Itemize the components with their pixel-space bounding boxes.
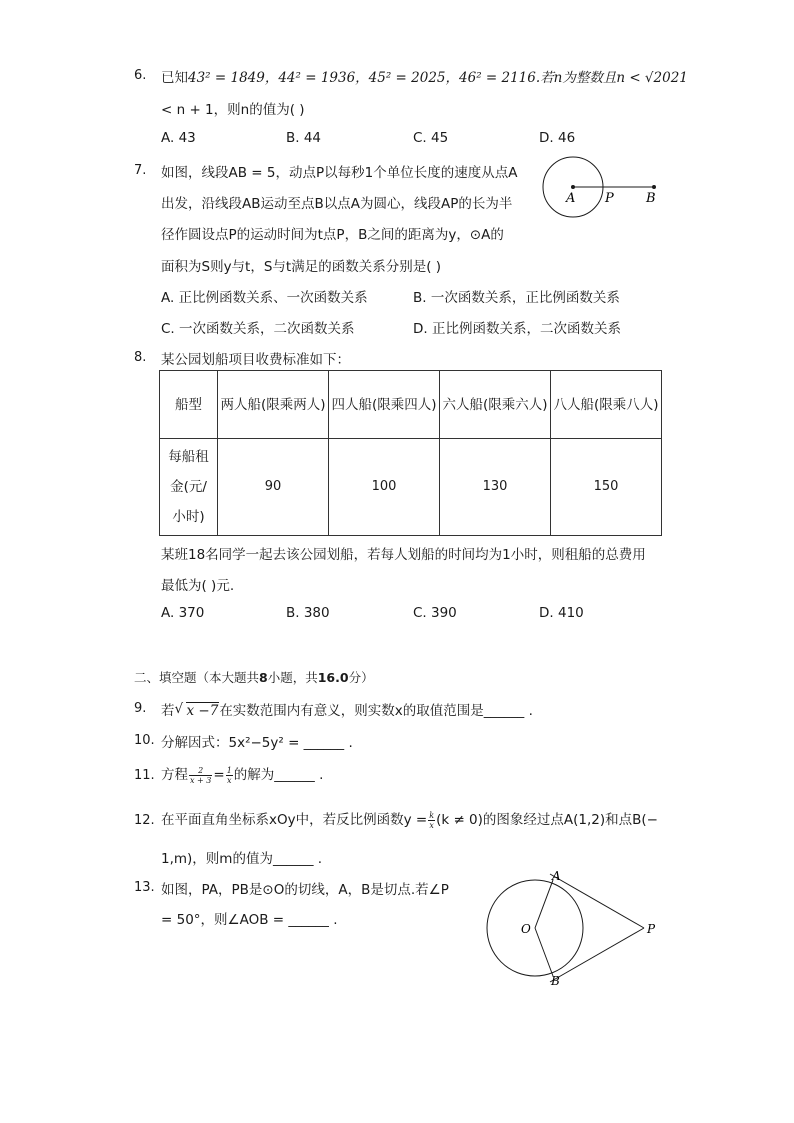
q6-line1-pre: 已知 [161,70,188,86]
q9-radical [175,703,220,719]
q6-option-c: C. 45 [413,130,449,146]
q8-option-d: D. 410 [539,605,584,621]
q13-label-p: P [647,922,656,936]
q11-post: 的解为______ . [233,767,324,783]
section-score: 16.0 [317,670,349,685]
q9-number: 9. [134,701,147,716]
q6-number: 6. [134,68,147,83]
q11-fraction-left [189,766,212,785]
q13-line2: = 50°，则∠AOB = ______ . [161,912,338,928]
q7-line1: 如图，线段AB = 5，动点P以每秒1个单位长度的速度从点A [161,165,518,181]
fee-table [159,370,662,536]
fee-table-header-four: 四人船(限乘四人) [329,371,440,439]
q7-point-b [652,185,656,189]
section-title-pre: 二、填空题（本大题共 [134,670,260,685]
q9-line [161,699,533,719]
q7-option-d: D. 正比例函数关系，二次函数关系 [413,321,621,337]
q11-eq: = [213,767,225,783]
q6-line1 [161,66,688,86]
fee-table-header-row [160,371,662,439]
q11-line [161,763,323,785]
q7-label-a: A [566,191,576,206]
q9-pre: 若 [161,703,175,719]
q13-figure [485,868,665,992]
q6-line1-math: 43² = 1849，44² = 1936，45² = 2025，46² = 2116.若n为整数且n < √2021 [188,70,688,86]
fee-table-value-four: 100 [329,439,440,536]
q13-tangent-pb [550,928,644,982]
q13-label-a: A [552,869,561,883]
fee-table-header-two: 两人船(限乘两人) [218,371,329,439]
fee-table-header-boat-type: 船型 [160,371,218,439]
q12-fraction [428,811,435,830]
q13-label-b: B [551,974,560,988]
q13-number: 13. [134,880,155,895]
q11-pre: 方程 [161,767,188,783]
q6-option-a: A. 43 [161,130,196,146]
q12-line2: 1,m)，则m的值为______ . [161,851,323,867]
q13-radius-oa [535,880,553,928]
q7-label-p: P [605,191,614,206]
q12-number: 12. [134,813,155,828]
q7-line3: 径作圆设点P的运动时间为t点P，B之间的距离为y，⊙A的 [161,227,504,243]
q8-stem: 某公园划船项目收费标准如下： [161,352,350,368]
fee-table-value-eight: 150 [551,439,662,536]
q7-option-c: C. 一次函数关系，二次函数关系 [161,321,355,337]
q7-line4: 面积为S则y与t，S与t满足的函数关系分别是( ) [161,259,442,275]
q7-number: 7. [134,163,147,178]
q12-frac-bot: x [429,820,434,830]
q8-after-line1: 某班18名同学一起去该公园划船，若每人划船的时间均为1小时，则租船的总费用 [161,547,646,563]
fee-table-value-two: 90 [218,439,329,536]
q9-radicand: x −7 [186,703,219,719]
section-title-post: 分） [348,670,374,685]
q11-frac2-bot: x [226,775,232,785]
q11-fraction-right [226,766,233,785]
q12-line1-pre: 在平面直角坐标系xOy中，若反比例函数y = [161,812,428,828]
q13-tangent-pa [550,874,644,928]
q11-frac1-top: 2 [189,766,212,776]
q12-line1 [161,808,658,830]
q8-number: 8. [134,350,147,365]
q8-option-c: C. 390 [413,605,457,621]
q7-figure [536,154,666,224]
fee-table-header-six: 六人船(限乘六人) [440,371,551,439]
section-count: 8 [259,670,268,685]
q13-radius-ob [535,928,553,976]
q9-post: 在实数范围内有意义，则实数x的取值范围是______ . [219,703,533,719]
q13-label-o: O [521,922,531,936]
q10-line: 分解因式：5x²−5y² = ______ . [161,735,353,751]
section-title-mid: 小题，共 [267,670,318,685]
q7-option-a: A. 正比例函数关系、一次函数关系 [161,290,368,306]
q7-line2: 出发，沿线段AB运动至点B以点A为圆心，线段AP的长为半 [161,196,513,212]
q8-option-a: A. 370 [161,605,205,621]
fee-table-row-label: 每船租金(元/小时) [160,439,218,536]
q6-line2: < n + 1，则n的值为( ) [161,102,305,118]
q8-option-b: B. 380 [286,605,330,621]
q11-number: 11. [134,768,155,783]
section-title [134,668,374,686]
q6-option-d: D. 46 [539,130,576,146]
q7-point-a [571,185,575,189]
q10-number: 10. [134,733,155,748]
q11-frac2-top: 1 [226,765,232,775]
q12-frac-top: k [429,810,435,820]
fee-table-header-eight: 八人船(限乘八人) [551,371,662,439]
q8-after-line2: 最低为( )元. [161,578,235,594]
q6-option-b: B. 44 [286,130,322,146]
fee-table-value-six: 130 [440,439,551,536]
q7-label-b: B [646,191,656,206]
q11-frac1-bot: x + 3 [190,775,212,785]
fee-table-price-row [160,439,662,536]
q13-line1: 如图，PA，PB是⊙O的切线，A，B是切点.若∠P [161,882,449,898]
q12-line1-post: (k ≠ 0)的图象经过点A(1,2)和点B(− [436,812,658,828]
q7-option-b: B. 一次函数关系，正比例函数关系 [413,290,620,306]
